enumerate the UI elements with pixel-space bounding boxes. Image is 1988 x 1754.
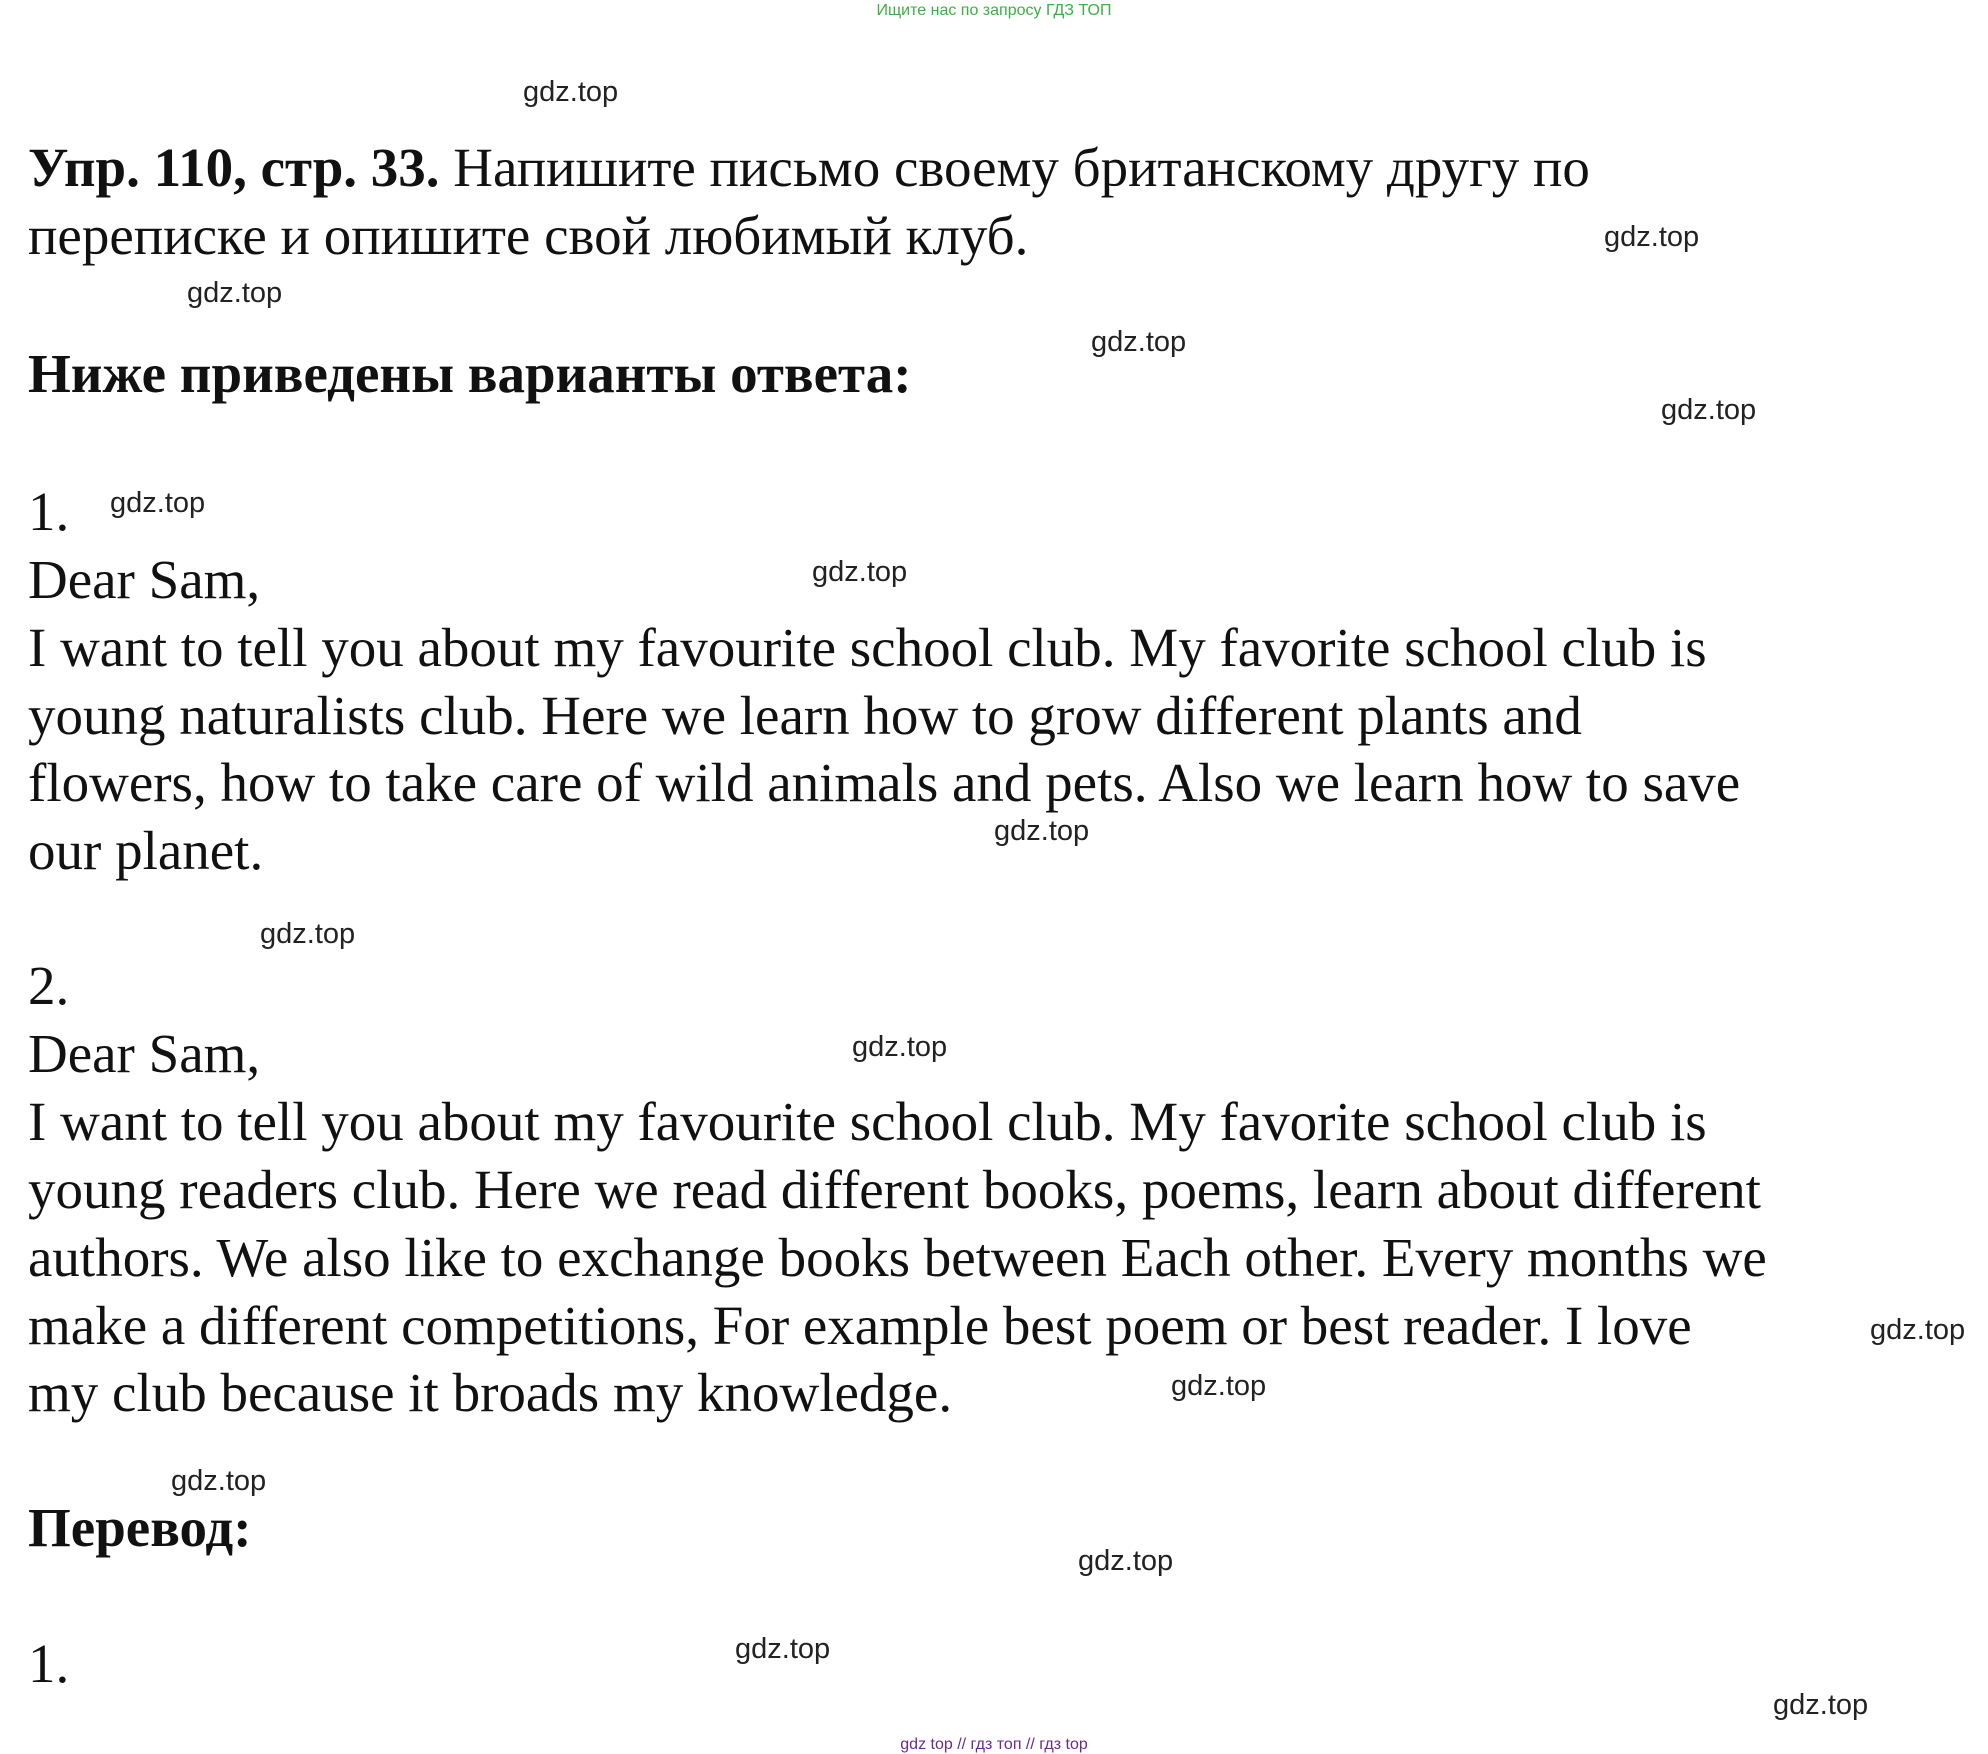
- top-banner: Ищите нас по запросу ГДЗ ТОП: [876, 2, 1112, 19]
- translation-number: 1.: [28, 1633, 70, 1694]
- task-label: Упр. 110, стр. 33.: [28, 137, 440, 198]
- answer-1-line: flowers, how to take care of wild animals and pets. Also we learn how to save: [28, 752, 1741, 813]
- watermark: gdz.top: [110, 487, 206, 519]
- task-line-1: [28, 134, 1958, 202]
- watermark: gdz.top: [1661, 394, 1757, 426]
- watermark: gdz.top: [852, 1031, 948, 1063]
- watermark: gdz.top: [187, 277, 283, 309]
- watermark: gdz.top: [1078, 1545, 1174, 1577]
- answer-2-greeting: Dear Sam,: [28, 1023, 261, 1084]
- watermark: gdz.top: [735, 1633, 831, 1665]
- watermark: gdz.top: [1870, 1314, 1966, 1346]
- answer-2-line: authors. We also like to exchange books between Each other. Every months we: [28, 1227, 1767, 1288]
- translation-heading: Перевод:: [28, 1497, 252, 1558]
- answer-2-line: young readers club. Here we read different books, poems, learn about different: [28, 1159, 1761, 1220]
- task-text-1: Напишите письмо своему британскому другу по: [439, 137, 1590, 198]
- watermark: gdz.top: [171, 1465, 267, 1497]
- answer-1-line: young naturalists club. Here we learn how to grow different plants and: [28, 685, 1582, 746]
- answer-1-line: I want to tell you about my favourite school club. My favorite school club is: [28, 617, 1707, 678]
- watermark: gdz.top: [1604, 221, 1700, 253]
- watermark: gdz.top: [812, 556, 908, 588]
- answer-1-line: our planet.: [28, 820, 264, 881]
- answer-2-number: 2.: [28, 955, 70, 1016]
- answer-1-number: 1.: [28, 481, 70, 542]
- answer-2-line: make a different competitions, For example best poem or best reader. I love: [28, 1295, 1692, 1356]
- answer-2-line: my club because it broads my knowledge.: [28, 1362, 953, 1423]
- bottom-banner: gdz top // гдз топ // гдз top: [900, 1736, 1088, 1753]
- answer-1-greeting: Dear Sam,: [28, 549, 261, 610]
- watermark: gdz.top: [523, 76, 619, 108]
- answer-2-line: I want to tell you about my favourite school club. My favorite school club is: [28, 1091, 1707, 1152]
- task-text-2: переписке и опишите свой любимый клуб.: [28, 205, 1029, 266]
- watermark: gdz.top: [1171, 1370, 1267, 1402]
- watermark: gdz.top: [994, 815, 1090, 847]
- answers-heading: Ниже приведены варианты ответа:: [28, 343, 912, 404]
- watermark: gdz.top: [1091, 326, 1187, 358]
- watermark: gdz.top: [260, 918, 356, 950]
- watermark: gdz.top: [1773, 1689, 1869, 1721]
